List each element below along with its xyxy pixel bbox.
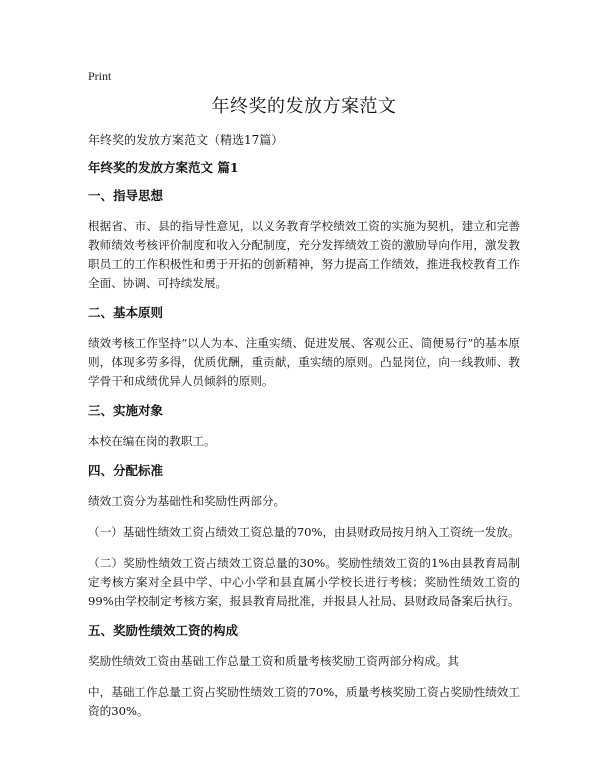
paragraph-guiding-ideology: 根据省、市、县的指导性意见，以义务教育学校绩效工资的实施为契机，建立和完善教师绩效考核评价制度和收入分配制度，充分发挥绩效工资的激励导向作用，激发教职员工的工作积极性和勇于开拓的创新精神，努力提高工作绩效，推进我校教育工作全面、协调、可持续发展。 [88, 219, 520, 290]
print-link[interactable]: Print [88, 69, 112, 83]
page-title: 年终奖的发放方案范文 [211, 96, 397, 117]
paragraph-incentive-pay-composition: 奖励性绩效工资由基础工作总量工资和质量考核奖励工资两部分构成。其 [88, 654, 460, 668]
heading-incentive-pay-composition: 五、奖励性绩效工资的构成 [88, 623, 239, 638]
paragraph-distribution-standard: 绩效工资分为基础性和奖励性两部分。 [88, 494, 286, 508]
section-title: 年终奖的发放方案范文 篇1 [88, 160, 239, 175]
paragraph-incentive-pay-ratio: 中，基础工作总量工资占奖励性绩效工资的70%，质量考核奖励工资占奖励性绩效工资的30%。 [88, 685, 520, 718]
paragraph-implementation-target: 本校在编在岗的教职工。 [88, 434, 216, 448]
paragraph-incentive-performance-pay: （二）奖励性绩效工资占绩效工资总量的30%。奖励性绩效工资的1%由县教育局制定考核方案对全县中学、中心小学和县直属小学校长进行考核；奖励性绩效工资的99%由学校制定考核方案，报县教育局批准，并报县人社局、县财政局备案后执行。 [88, 556, 520, 608]
heading-basic-principles: 二、基本原则 [88, 305, 164, 320]
heading-distribution-standard: 四、分配标准 [88, 463, 164, 478]
subtitle: 年终奖的发放方案范文（精选17篇） [88, 133, 284, 147]
document-page [88, 68, 520, 733]
heading-implementation-target: 三、实施对象 [88, 403, 164, 418]
paragraph-basic-principles: 绩效考核工作坚持“以人为本、注重实绩、促进发展、客观公正、简便易行”的基本原则，体现多劳多得，优质优酬，重贡献，重实绩的原则。凸显岗位，向一线教师、教学骨干和成绩优异人员倾斜的原则。 [88, 336, 520, 388]
paragraph-basic-performance-pay: （一）基础性绩效工资占绩效工资总量的70%，由县财政局按月纳入工资统一发放。 [88, 525, 520, 539]
heading-guiding-ideology: 一、指导思想 [88, 188, 164, 203]
